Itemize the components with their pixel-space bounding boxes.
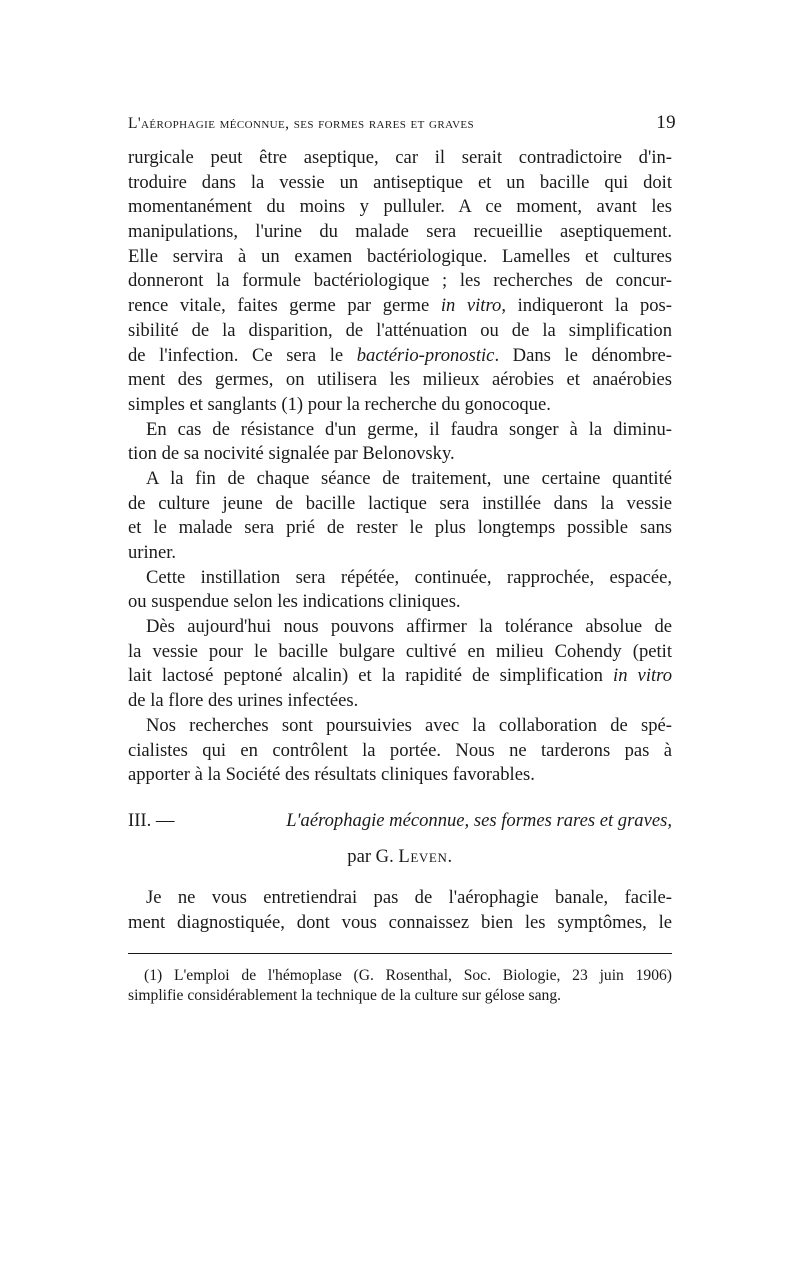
paragraph — [128, 146, 672, 418]
text-line: ou suspendue selon les indications cliniques. — [128, 591, 461, 613]
paragraph — [128, 886, 672, 935]
footnote-line: simplifie considérablement la technique de la culture sur gélose sang. — [128, 987, 562, 1005]
text-line: la vessie pour le bacille bulgare cultivé en milieu Cohendy (petit — [128, 640, 672, 662]
footnote — [128, 966, 672, 1006]
italic-phrase: in vitro — [440, 295, 502, 317]
text-line: apporter à la Société des résultats cliniques favorables. — [128, 764, 535, 786]
paragraph — [128, 467, 672, 566]
running-head — [128, 112, 676, 134]
paragraph — [128, 566, 672, 615]
text-line: Nos recherches sont poursuivies avec la collaboration de spé- — [146, 714, 672, 736]
section-numeral: III. — — [128, 809, 175, 831]
text-line: En cas de résistance d'un germe, il faudra songer à la diminu- — [146, 418, 672, 440]
text-line: troduire dans la vessie un antiseptique et un bacille qui doit — [128, 171, 672, 193]
text-line: A la fin de chaque séance de traitement, une certaine quantité — [146, 467, 672, 489]
italic-phrase: in vitro — [613, 665, 672, 687]
byline-author: Leven. — [398, 845, 453, 867]
text-line: Cette instillation sera répétée, continuée, rapprochée, espacée, — [146, 566, 672, 588]
text-line: et le malade sera prié de rester le plus longtemps possible sans — [128, 517, 672, 539]
paragraph — [128, 615, 672, 714]
text-line: simples et sanglants (1) pour la recherche du gonocoque. — [128, 393, 551, 415]
footnote-line: (1) L'emploi de l'hémoplase (G. Rosenthal, Soc. Biologie, 23 juin 1906) — [144, 967, 672, 985]
text-line: rurgicale peut être aseptique, car il serait contradictoire d'in- — [128, 147, 672, 168]
text-line: Elle servira à un examen bactériologique. Lamelles et cultures — [128, 245, 672, 267]
text-line: rence vitale, faites germe par germe in vitro, indiqueront la pos- — [128, 295, 672, 317]
text-line: Je ne vous entretiendrai pas de l'aérophagie banale, facile- — [146, 886, 672, 908]
text-line: ment diagnostiquée, dont vous connaissez bien les symptômes, le — [128, 911, 672, 933]
text-line: de l'infection. Ce sera le bactério-pronostic. Dans le dénombre- — [128, 344, 672, 366]
byline — [128, 844, 672, 870]
text-line: donneront la formule bactériologique ; les recherches de concur- — [128, 270, 672, 292]
paragraph — [128, 714, 672, 788]
text-line: momentanément du moins y pulluler. A ce moment, avant les — [128, 196, 672, 218]
text-line: ment des germes, on utilisera les milieux aérobies et anaérobies — [128, 369, 672, 391]
text-line: manipulations, l'urine du malade sera recueillie aseptiquement. — [128, 221, 672, 243]
text-line: tion de sa nocivité signalée par Belonovsky. — [128, 443, 455, 465]
byline-prefix: par G. — [347, 845, 394, 867]
text-line: cialistes qui en contrôlent la portée. Nous ne tarderons pas à — [128, 739, 672, 761]
text-line: Dès aujourd'hui nous pouvons affirmer la tolérance absolue de — [146, 616, 672, 638]
text-line: de culture jeune de bacille lactique sera instillée dans la vessie — [128, 492, 672, 514]
book-page — [128, 112, 676, 1006]
running-title: L'aérophagie méconnue, ses formes rares et graves — [128, 115, 475, 132]
paragraph — [128, 418, 672, 467]
text-line: lait lactosé peptoné alcalin) et la rapidité de simplification in vitro — [128, 665, 672, 687]
section-title: L'aérophagie méconnue, ses formes rares et graves, — [286, 809, 672, 831]
italic-phrase: bactério-pronostic — [356, 344, 495, 366]
footnote-rule — [128, 953, 672, 954]
section-heading — [128, 808, 672, 834]
text-line: de la flore des urines infectées. — [128, 690, 359, 712]
page-number: 19 — [656, 112, 676, 133]
text-line: sibilité de la disparition, de l'atténuation ou de la simplification — [128, 319, 672, 341]
text-line: uriner. — [128, 542, 177, 563]
